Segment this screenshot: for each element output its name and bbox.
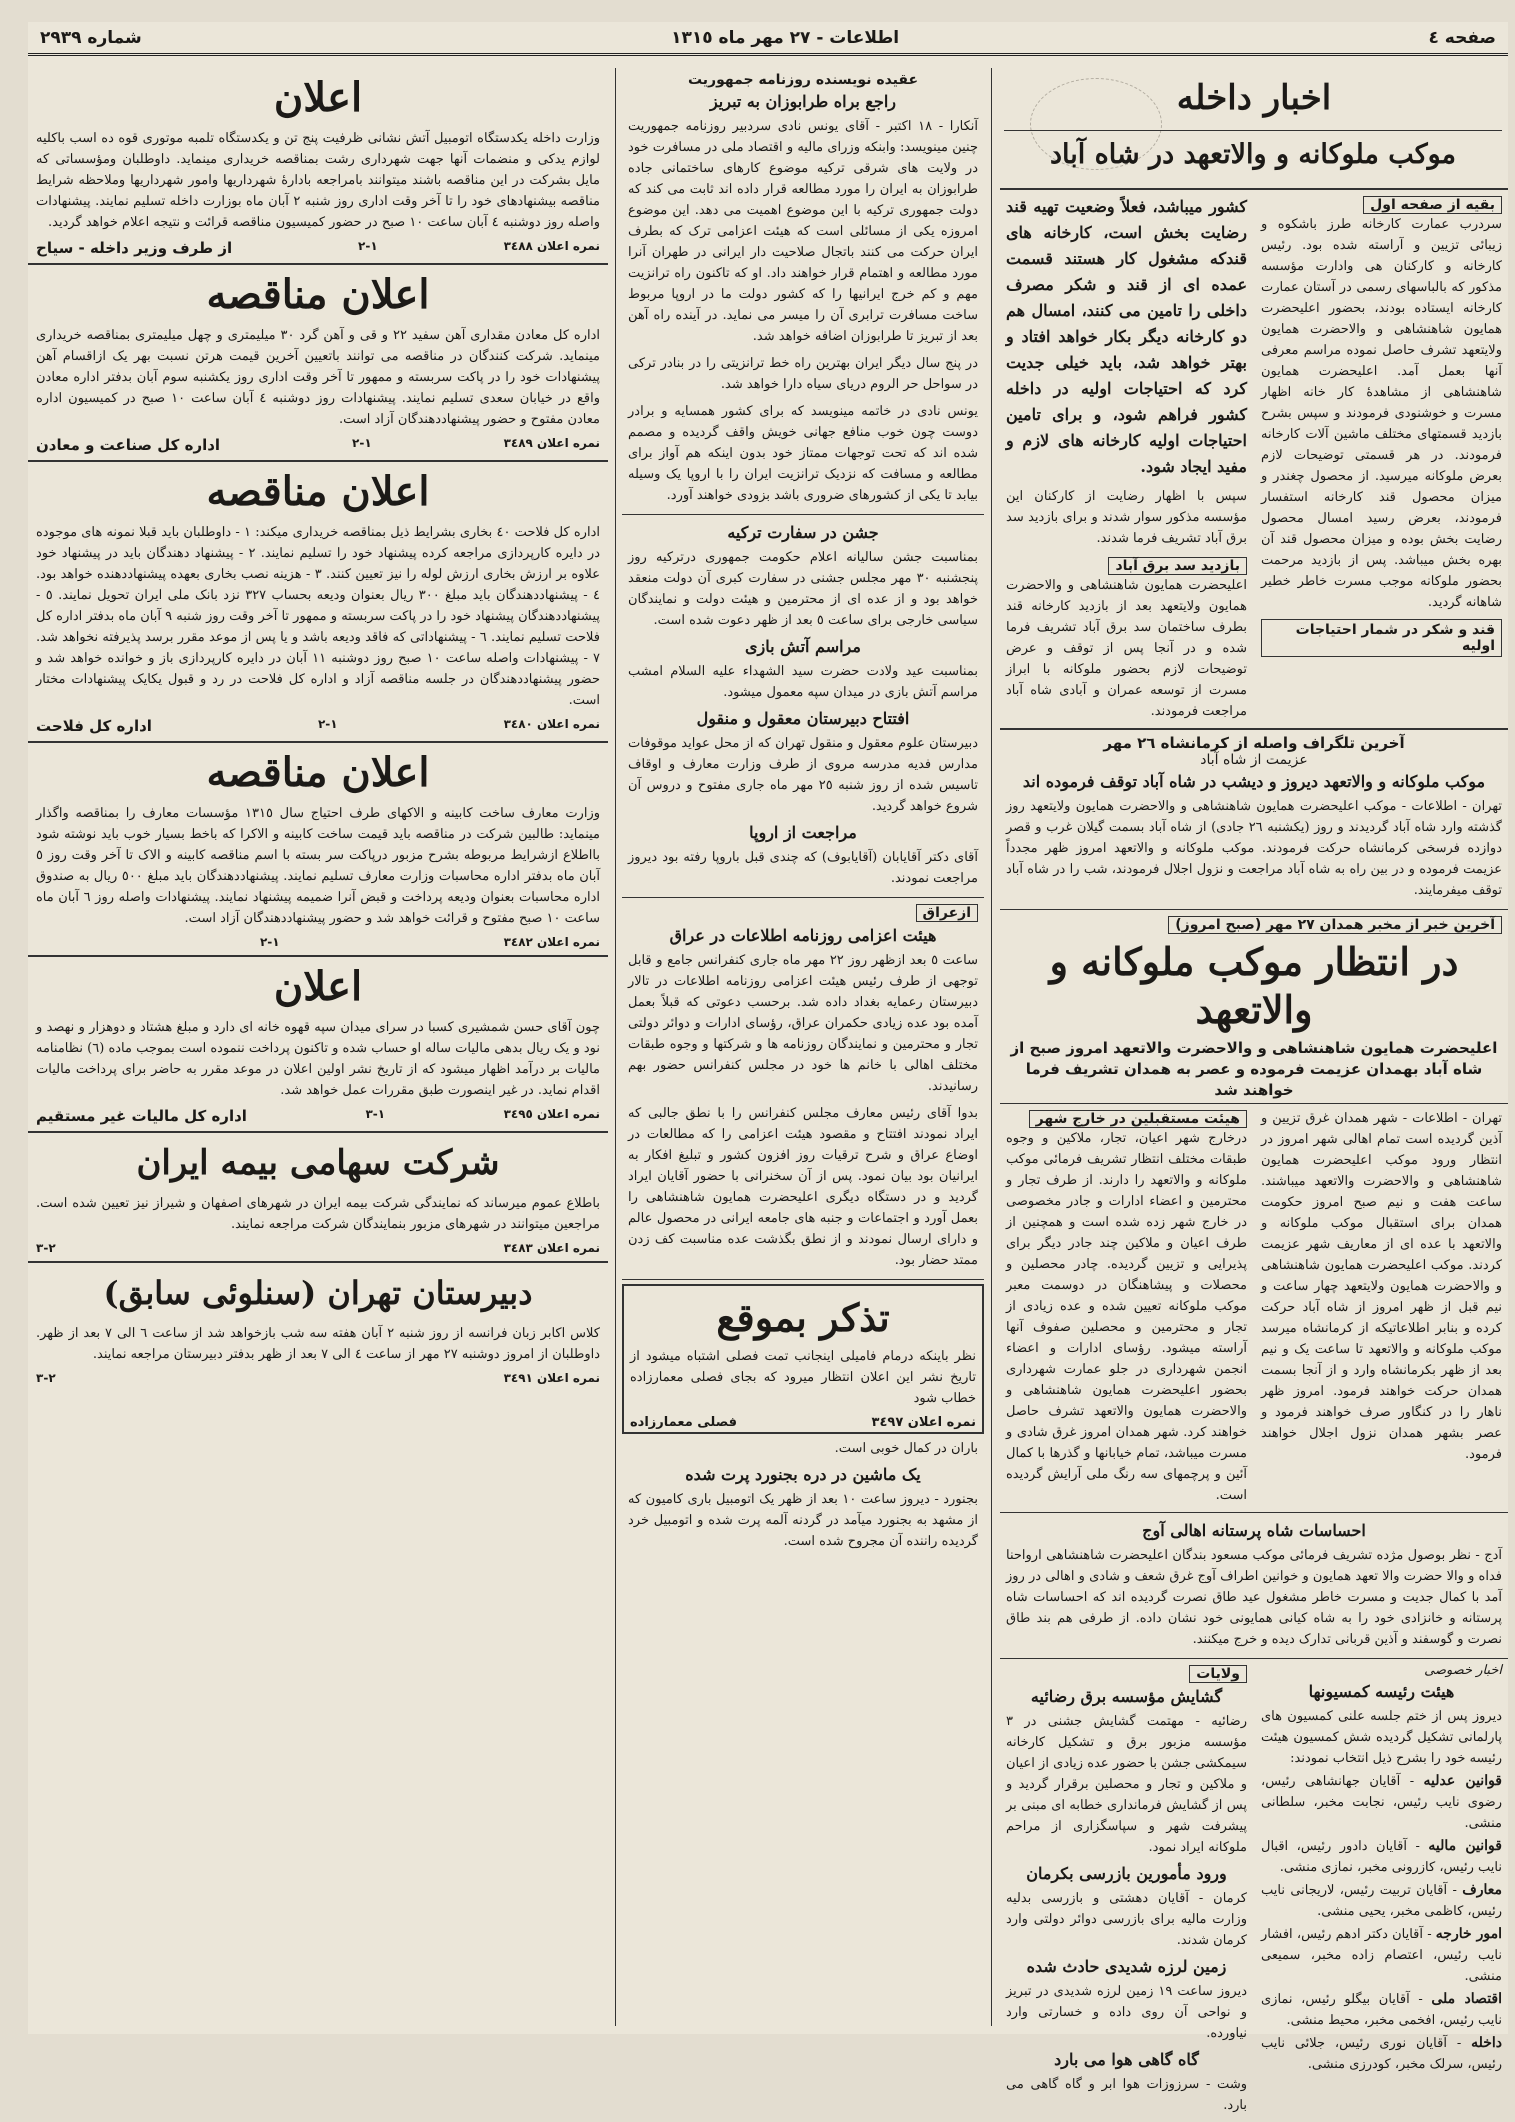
commission-entry: اقتصاد ملی - آقایان بیگلو رئیس، نمازی نایب رئیس، افخمی مخبر، محیط منشی.: [1261, 1991, 1503, 2028]
ad-title: اعلان: [273, 963, 363, 1010]
ad-block: [28, 957, 608, 1133]
provinces-sub2: ورود مأمورین بازرسی بکرمان: [1026, 1864, 1227, 1883]
label-iraq: ازعراق: [916, 904, 978, 922]
special-label: اخبار خصوصی: [1424, 1663, 1502, 1678]
ad-number: نمره اعلان ٣٤٩٥: [503, 1107, 600, 1121]
commission-name: داخله: [1471, 2035, 1502, 2051]
sub-dam-visit: بازدید سد برق آباد: [1108, 557, 1247, 575]
ad-title: اعلان مناقصه: [206, 271, 430, 318]
provinces-story2: کرمان - آقایان دهشتی و بازرسی بدلیه وزارت مالیه برای بازرسی دوائر دولتی وارد کرمان شدند.: [1006, 1891, 1247, 1948]
private-news: [1261, 1663, 1502, 2122]
commission-name: امور خارجه: [1435, 1926, 1502, 1942]
ads-list: [28, 68, 608, 1133]
welcome-box: هیئت مستقبلین در خارج شهر: [1029, 1110, 1247, 1128]
story-iraq: ساعت ٥ بعد ازظهر روز ٢٢ مهر ماه جاری کنفرانس جامع و قابل توجهی از طرف رئیس هیئت اعزامی روزنامه اطلاعات در تالار دبیرستان رعمایه بغداد داده شد. برحسب دعوتی که قبلاً بعمل آمده بود عده زیادی حکمران عراق، رؤسای ادارات و دوائر دولتی تجار و محترمین و نمایندگان روزنامه ها و شرکتها و وجوه طبقات مختلف اهالی با خانم ها خود در مجلس کنفرانس حضور بهم رسانیدند.: [628, 953, 978, 1094]
page-header: [28, 22, 1508, 56]
provinces-label: ولایات: [1189, 1665, 1247, 1683]
story-turkish-embassy: بمناسبت جشن سالیانه اعلام حکومت جمهوری درترکیه روز پنجشنبه ٣٠ مهر مجلس جشنی در سفارت کبری آن دولت منعقد خواهد بود و از عده ای از محترمین و هیئت دولت و نمایندگان سیاسی خارجی برای ساعت ٥ بعد از ظهر دعوت شده است.: [628, 550, 978, 628]
misc-story: بجنورد - دیروز ساعت ١٠ بعد از ظهر یک اتومبیل باری کامیون که از مشهد به بجنورد میآمد در گردنه آلمه پرت شده و اتومبیل خرد گردیده راننده آن مجروح شده است.: [628, 1492, 978, 1549]
ad-number: نمره اعلان ٣٤٨٠: [503, 717, 600, 731]
commission-members: آقایان دادور رئیس، اقبال نایب رئیس، کازرونی مخبر، نمازی منشی.: [1261, 1839, 1502, 1875]
sub-iraq: هیئت اعزامی روزنامه اطلاعات در عراق: [669, 926, 937, 945]
commission-entry: امور خارجه - آقایان دکتر ادهم رئیس، افشار نایب رئیس، اعتصام زاده مخبر، سمیعی منشی.: [1261, 1926, 1502, 1984]
issue-date: اطلاعات - ٢٧ مهر ماه ١٣١٥: [671, 27, 900, 48]
sub-fireworks: مراسم آتش بازی: [745, 637, 861, 656]
ad-body: چون آقای حسن شمشیری کسبا در سرای میدان سپه قهوه خانه ای دارد و مبلغ هشتاد و دوهزار و نهصد و نود و یک ریال بدهی مالیات ساله او حساب شده و تاکنون پرداخت ننموده است بموجب ماده (٦) نظامنامه مالیات بر درآمد اظهار میشود که از تاریخ نشر اولین اعلان در موعد مقرر به حاضر برای پرداخت مالیات اقدام نماید. در غیر اینصورت طبق مقررات عمل خواهد شد.: [36, 1020, 600, 1098]
tazakor-body: نظر باینکه درمام فامیلی اینجانب تمت فصلی اشتباه میشود از تاریخ نشر این اعلان انتظار میرود که بجای فصلی معمارزاده خطاب شود: [630, 1349, 976, 1406]
awj-title: احساسات شاه پرستانه اهالی آوج: [1142, 1521, 1366, 1540]
ad-title: اعلان مناقصه: [206, 749, 430, 796]
commission-members: آقایان دکتر ادهم رئیس، افشار نایب رئیس، اعتصام زاده مخبر، سمیعی منشی.: [1261, 1927, 1502, 1984]
ad-block: [28, 743, 608, 957]
ad-body: اداره کل فلاحت ٤٠ بخاری بشرایط ذیل بمناقصه خریداری میکند: ١ - داوطلبان باید قبلا نمونه های موجوده در دایره کارپردازی مراجعه کرده پیشنهاد خود را تسلیم نمایند. ٢ - پیشنهاد دهندگان باید در پیشنهاد خود علاوه بر ارزش بخاری ارزش لوله را نیز تعیین کنند. ٣ - هزینه نصب بخاری بعهده پیشنهاددهنده خواهد بود. ٤ - پیشنهاددهندگان باید مبلغ ٣٠٠ ریال بعنوان ودیعه بحساب ٣٢٧ نزد بانک ملی ایران تحویل نمایند. ٥ - پیشنهاددهندگان پیشنهاد خود را در پاکت سربسته و ممهور تا آخر وقت روز شنبه ٩ آبان ماه بدفتر اداره کل فلاحت تسلیم نمایند. ٦ - پیشنهاداتی که فاقد ودیعه باشد و یا پس از موعد مقرر برسد پذیرفته نخواهد شد. ٧ - پیشنهادات واصله ساعت ١٠ صبح روز دوشنبه ١١ آبان در دایره کارپردازی باز و خوانده خواهد شد و حضور پیشنهاددهندگان در جلسه مناقصه آزاد و اداره کل فلاحت در رد و قبول یکایک پیشنهادات مختار است.: [36, 525, 600, 708]
story-iraq2: بدوا آقای رئیس معارف مجلس کنفرانس را با نطق جالبی که ایراد نمودند افتتاح و مقصود هیئت اعزامی را که مطالعات در اوضاع عراق و شرح ترقیات روز افزون کشور و تبلیغ افکار به ایرانیان بود بیان نمود. پس از آن سخنرانی با حضور آقایان ایراد گردید و در دستگاه دیگری اعلیحضرت همایون شاهنشاهی را بعمل آورد و اجتماعات و جنبه های جامعه ایرانی در محصول عالم و دارای ارسال نمودند و از نطق بگذشت عده مناسبت کف زدن ممتد حضار بود.: [628, 1106, 978, 1268]
masthead-banner: [1000, 68, 1508, 190]
mid-title1: عقیده نویسنده روزنامه جمهوریت: [687, 72, 919, 88]
ad-signature: اداره کل صناعت و معادن: [36, 436, 221, 454]
provinces-head: گشایش مؤسسه برق رضائیه: [1030, 1687, 1223, 1706]
insurance-date: ٢-٣: [36, 1241, 56, 1255]
sub-return-europe: مراجعت از اروپا: [749, 823, 857, 842]
lead-box: کشور میباشد، فعلاً وضعیت تهیه قند رضایت بخش است، کارخانه های قندکه مشغول کار هستند قسمت عمده ای از قند و شکر مصرف داخلی را تامین می کنند، امسال هم دو کارخانه دیگر بکار خواهد افتاد و بهتر خواهد شد، باید خیلی جدیت کرد که احتیاجات اولیه در داخله کشور فراهم شود، و برای تامین احتیاجات اولیه کارخانه های لازم و مفید ایجاد شود.: [1006, 197, 1247, 476]
commission-entry: داخله - آقایان نوری رئیس، جلائی نایب رئیس، سرلک مخبر، کودرزی منشی.: [1261, 2035, 1502, 2072]
school-number: نمره اعلان ٣٤٩١: [503, 1371, 600, 1385]
tazakor-signature: فصلی معمارزاده: [630, 1415, 738, 1430]
insurance-title: شرکت سهامی بیمه ایران: [136, 1143, 500, 1183]
ad-title: اعلان مناقصه: [206, 468, 430, 515]
latest-label: آخرین خبر از مخبر همدان ٢٧ مهر (صبح امروز): [1168, 916, 1502, 934]
commission-name: اقتصاد ملی: [1431, 1991, 1503, 2007]
insurance-body: باطلاع عموم میرساند که نمایندگی شرکت بیمه ایران در شهرهای اصفهان و شیراز نیز تعیین شده است. مراجعین میتوانند در شهرهای مزبور بنمایندگان شرکت مراجعه نمایند.: [36, 1196, 600, 1232]
middle-news-column: [622, 68, 984, 2034]
ad-block: [28, 265, 608, 462]
main-headline: موکب ملوکانه و والاتعهد در شاه آباد: [1004, 130, 1502, 179]
ad-body: وزارت داخله یکدستگاه اتومبیل آتش نشانی ظرفیت پنج تن و یکدستگاه تلمبه موتوری قوه ده اسب باکلیه لوازم یدکی و منضمات آنها جهت شهرداری رشت بمناقصه خریداری مینماید. داوطلبان ومؤسساتی که مایل بشرکت در این مناقصه باشند میتوانند بامراجعه بادارهٔ شهرداریها وامور شهرداریها وملاحظه شرایط مناقصه بیشنهادهای خود را تا آخر وقت اداری روز شنبه ٢ آبان ماه بوزارت داخله تسلیم نمایند. پیشنهادات واصله روز دوشنبه ٤ آبان ساعت ١٠ صبح در حضور کمیسیون مناقصه قرائت و نتیجه اعلام خواهد گردید.: [36, 131, 600, 230]
telegram-story: تهران - اطلاعات - موکب اعلیحضرت همایون شاهنشاهی و والاحضرت همایون ولایتعهد روز گذشته وارد شاه آباد گردیدند و روز (یکشنبه ٢٦ جادی) از شاه آباد بسمت گیلان غرب و قصر دوازده فرسخی کرمانشاه حرکت فرمودند. موکب ملوکانه و والاتعهد امروز ظهر مجدداً عزیمت فرموده و در بین راه به شاه آباد مراجعت و نزول اجلال فرمودند، شب را در شاه آباد توقف میفرمایند.: [1006, 799, 1502, 898]
commission-name: معارف: [1462, 1882, 1502, 1898]
commission-members: آقایان نوری رئیس، جلائی نایب رئیس، سرلک مخبر، کودرزی منشی.: [1261, 2036, 1502, 2072]
tazakor-number: نمره اعلان ٣٤٩٧: [871, 1415, 976, 1430]
box-title: [1261, 619, 1502, 657]
awj-story: آدج - نظر بوصول مژده تشریف فرمائی موکب مسعود بندگان اعلیحضرت شاهنشاهی ارواحنا فداه و والا حضرت والا تعهد همایون و خوانین اطراف آوج غرق شعف و شادی و اهالی در روز آمد با کمال جدیت و مسرت خاطر مشغول عید طاق نصرت گردیده اند که احساسات شاه پرستانه و خانزادی خود را به شاه کیانی همایونی خود نشان داده. از طرفی هم بند طاق نصرت و گوسفند و آذین قربانی تدارک دیده و خرج میکنند.: [1006, 1548, 1502, 1647]
column-rule: [991, 68, 992, 2026]
latest-headline: در انتظار موکب ملوکانه و والاتعهد: [1049, 939, 1459, 1032]
ministers-title: هیئت رئیسه کمسیونها: [1308, 1682, 1455, 1701]
tazakor-title: تذکر بموقع: [716, 1295, 890, 1340]
provinces-sub4: گاه گاهی هوا می بارد: [1054, 2050, 1199, 2069]
sub-turkish-embassy: جشن در سفارت ترکیه: [727, 523, 879, 542]
story-factory-end: سپس با اظهار رضایت از کارکنان این مؤسسه مذکور سوار شدند و برای بازدید سد برق آباد تشریف فرما شدند.: [1006, 489, 1247, 546]
ad-date: ١-٢: [259, 935, 280, 949]
ad-body: اداره کل معادن مقداری آهن سفید ٢٢ و قی و آهن گرد ٣٠ میلیمتری و چهل میلیمتری بمناقصه خریداری مینماید. شرکت کنندگان در مناقصه می توانند باتعیین آخرین قیمت هرتن نسبت بهر یک ازاقسام آهن پیشنهادات خود را در پاکت سربسته و ممهور تا آخر وقت اداری روز یکشنبه سوم آبان بدفتر اداره معادن واقع در خیابان سعدی تسلیم نمایند. پیشنهادات روز دوشنبه ٤ آبان ساعت ١٠ صبح در کمیسیون اداره معادن مفتوح و حضور پیشنهاددهندگان آزاد است.: [36, 328, 601, 427]
insurance-number: نمره اعلان ٣٤٨٣: [503, 1241, 600, 1255]
provinces-story: رضائیه - مهتمت گشایش جشنی در ٣ مؤسسه مزبور برق و تشکیل کارخانه سیمکشی جشن با حضور عده زیادی از اعیان و ملاکین و تجار و محصلین برقرار گردید و پس از گشایش فرمانداری خطابه ای مبنی بر پیشرفت شهر و سپاسگزاری از مراحم ملوکانه ایراد نمود.: [1006, 1714, 1247, 1855]
ad-number: نمره اعلان ٣٤٨٩: [503, 436, 600, 450]
ad-signature: اداره کل مالیات غیر مستقیم: [36, 1107, 247, 1125]
latest-sub: اعلیحضرت همایون شاهنشاهی و والاحضرت والاتعهد امروز صبح از شاه آباد بهمدان عزیمت فرموده و عصر به همدان تشریف فرما خواهند شد: [1010, 1039, 1498, 1099]
newspaper-page: [28, 22, 1508, 2113]
commission-members: آقایان بیگلو رئیس، نمازی نایب رئیس، افخمی مخبر، محیط منشی.: [1261, 1992, 1502, 2028]
commission-entry: قوانین عدلیه - آقایان جهانشاهی رئیس، رضوی نایب رئیس، نجابت مخبر، سلطانی منشی.: [1261, 1773, 1503, 1831]
ad-block: [28, 68, 608, 265]
ministers-list: [1261, 1771, 1502, 2075]
mid-story1c: یونس نادی در خاتمه مینویسد که برای کشور همسایه و برادر دوست چون خوب منافع جهانی خویش واقف گردیده و مصمم شده اند که تحت توجهات ممتاز خود بدون اینکه هم آواز برای مطالعه و مسافت که نزدیک ترانزیت ایران را با اروپا یک وسیله بیابد تا یکی از کشورهای ضروری باشد بزودی خواهند آورد.: [628, 404, 978, 503]
school-ad: [28, 1263, 608, 1391]
school-body: کلاس اکابر زبان فرانسه از روز شنبه ٢ آبان هفته سه شب بازخواهد شد از ساعت ٦ الی ٧ بعد از ظهر. داوطلبان از امروز دوشنبه ٢٧ مهر از ساعت ٤ الی ٧ بعد از ظهر بدفتر دبیرستان مراجعه نمایند.: [36, 1326, 600, 1362]
commission-name: قوانین مالیه: [1428, 1838, 1502, 1854]
story-fireworks: بمناسبت عید ولادت حضرت سید الشهداء علیه السلام امشب مراسم آتش بازی در میدان سپه معمول میشود.: [628, 664, 978, 700]
latest-story: تهران - اطلاعات - شهر همدان غرق تزیین و آذین گردیده است تمام اهالی شهر امروز در انتظار ورود موکب اعلیحضرت همایون شاهنشاهی و والاحضرت والاتعهد میباشند. ساعت هفت و نیم صبح امروز حکومت همدان برای استقبال موکب ملوکانه و والاتعهد با عده ای از معاریف شهر عزیمت کردند. موکب اعلیحضرت همایون شاهنشاهی و والاحضرت همایون ولایتعهد چهار ساعت و نیم قبل از ظهر امروز از شاه آباد حرکت کرده و بنابر اطلاعاتیکه از کرمانشاه میرسد موکب ملوکانه و والاتعهد تا ساعت یک و نیم بعد از ظهر بکرمانشاه وارد و از آنجا بسمت همدان حرکت خواهند فرمود. امروز ظهر ناهار را در کنگاور صرف خواهند فرمود و عصر بشهر همدان نزول اجلال خواهند فرمود.: [1261, 1111, 1502, 1462]
section-masthead: اخبار داخله: [1176, 78, 1332, 118]
ad-date: ١-٢: [317, 717, 338, 731]
page-number: صفحه ٤: [1428, 27, 1496, 48]
provinces-sub3: زمین لرزه شدیدی حادث شده: [1026, 1957, 1227, 1976]
ad-number: نمره اعلان ٣٤٨٢: [503, 935, 600, 949]
telegram-headline: موکب ملوکانه و والاتعهد دیروز و دیشب در شاه آباد توقف فرموده اند: [1022, 772, 1486, 791]
ad-signature: از طرف وزیر داخله - سیاح: [36, 239, 233, 257]
ad-body: وزارت معارف ساخت کابینه و الاکهای طرف احتیاج سال ١٣١٥ مؤسسات معارف را بمناقصه واگذار مینماید: طالبین شرکت در مناقصه باید قیمت ساخت کابینه و الاکرا که باخط بسیار خوب باید نوشته شود بااطلاع ازشرایط مربوطه بشرح مزبور درپاکت سر بسته با اسم مناقصه کابینه و الاک تا آخر وقت روز ٥ آبان ماه بدفتر اداره محاسبات وزارت معارف تسلیم نمایند. پیشنهاددهندگان باید مبلغ ٥٠٠ ریال به صندوق اداره محاسبات بعنوان ودیعه پرداخت و قبض آنرا ضمیمه پیشنهاد نمایند. پیشنهادات واصله روز ٦ آبان ماه ساعت ١٠ صبح مفتوح و قرائت خواهد شد و حضور پیشنهاددهندگان آزاد است.: [36, 806, 600, 926]
story-dam: اعلیحضرت همایون شاهنشاهی و والاحضرت همایون ولایتعهد بعد از بازدید کارخانه قند بطرف ساختمان سد برق آباد تشریف فرما شده و در آنجا پس از توقف و عرض توضیحات لازم بحضور ملوکانه با ابراز مسرت از توسعه عمران و آبادی شاه آباد مراجعت فرمودند.: [1006, 578, 1247, 719]
mid-story1: آنکارا - ١٨ اکتبر - آقای یونس نادی سردبیر روزنامه جمهوریت چنین مینویسد: وابنکه وزرای مالیه و اقتصاد ملی در مسافرت خود در ولایت های شرقی ترکیه موضوع کارهای ساختمانی جاده طرابوزان به ایران را مورد مطالعه قرار داده اند ثابت می کند که دولت جمهوری ترکیه با این موضوع اهمیت می دهد. این موضوع امروزه یکی از مسائلی است که هیئت اعزامی ترک که بطرف ایران حرکت می کنند باتجال صلاحیت دار ایرانی در طهران آنرا مورد مطالعه و اهتمام قرار خواهند داد. او که تاکنون راه ترانزیت مهم و کم خرج ایرانیها را که کشور دولت ما در اروپا مربوط ساخت مسافرت ترابری آن را میسر می نماید. در آینده راه آهن بعد از تبریز تا طرابوزان اضافه خواهد شد.: [628, 119, 979, 344]
ad-signature: اداره کل فلاحت: [36, 717, 152, 735]
welcome-story: درخارج شهر اعیان، تجار، ملاکین و وجوه طبقات مختلف انتظار تشریف فرمائی موکب ملوکانه و والاتعهد را دارند. از طرف تجار و محترمین و اعضاء ادارات و جادر مخصوصی در خارج شهر زده شده است و همچنین از طرف اعیان و ملاکین چند جادر دیگر برای پذیرایی و تزیین گردیده. چادر محصلین و محصلات و پیشاهنگان در دوسمت معبر موکب ملوکانه تعیین شده و عده زیادی از تجار و محترمین و محصلین صفوف آنها آراسته میشود. رؤسای ادارات و اعضاء انجمن شهرداری در جلو عمارت شهرداری بحضور اعلیحضرت همایون شاهنشاهی و والاحضرت همایون والاتعهد تشرف حاصل خواهند کرد. شهر همدان امروز غرق شادی و مسرت میباشد، تمام خیابانها و گذرها با کمال آئین و پرچمهای سه رنگ ملی آرایش گردیده است.: [1006, 1131, 1247, 1503]
ad-number: نمره اعلان ٣٤٨٨: [503, 239, 600, 253]
provinces-story3: دیروز ساعت ١٩ زمین لرزه شدیدی در تبریز و نواحی آن روی داده و خسارتی وارد نیاورده.: [1006, 1984, 1247, 2041]
commission-members: آقایان جهانشاهی رئیس، رضوی نایب رئیس، نجابت مخبر، سلطانی منشی.: [1261, 1774, 1502, 1831]
story-return-europe: آقای دکتر آقایابان (آقایابوف) که چندی قبل باروپا رفته بود دیروز مراجعت نمودند.: [628, 850, 978, 886]
mid-title2: راجع براه طرابوزان به تبریز: [709, 92, 897, 111]
school-date: ٢-٣: [36, 1371, 56, 1385]
misc-headline: یک ماشین در دره بجنورد پرت شده: [685, 1465, 921, 1484]
story-school-opening: دبیرستان علوم معقول و منقول تهران که از محل عواید موقوفات مدارس فدیه مدرسه مروی از طرف وزارت معارف و اوقاف تاسیس شده از روز شنبه ٢٥ مهر ماه جاری مفتوح و دروس آن شروع خواهد گردید.: [628, 736, 978, 814]
ad-date: ١-٢: [358, 239, 378, 253]
provinces-story4: وشت - سرزوزات هوا ابر و گاه گاهی می بارد.: [1006, 2077, 1247, 2113]
ad-date: ١-٣: [365, 1107, 386, 1121]
school-title: دبیرستان تهران (سنلوئی سابق): [103, 1274, 533, 1312]
commission-entry: معارف - آقایان تربیت رئیس، لاریجانی نایب رئیس، کاظمی مخبر، یحیی منشی.: [1261, 1882, 1502, 1919]
story-factory: سردرب عمارت کارخانه طرز باشکوه و زیبائی تزیین و آراسته شده بود. رئیس کارخانه و کارکنان هی وادارت مؤسسه مذکور که بالباسهای رسمی در آستان عمارت کارخانه ایستاده بودند، بحضور اعلیحضرت همایون شاهنشاهی و والاحضرت همایون ولایتعهد تشرف حاصل نموده مراسم معرفی آنها بعمل آمد. اعلیحضرت همایون شاهنشاهی از مشاهدهٔ کار خانه اظهار مسرت و خوشنودی فرمودند و سپس بشرح بازدید قسمتهای مختلف ماشین آلات کارخانه فرمودند. در هر قسمتی توضیحات لازم بعرض ملوکانه میرسید. از محصول چغندر و میزان محصول قند کارخانه استفسار فرمودند، بعرض رسید امسال محصول رضایت بخش بوده و میزان محصول قند آن بهره بخش میباشد. پس از بازدید مرحمت بحضور ملوکانه موجب مسرت خاطر خطیر شاهانه گردید.: [1261, 217, 1502, 610]
misc-note: باران در کمال خوبی است.: [834, 1441, 978, 1456]
ad-date: ١-٢: [352, 436, 372, 450]
advertisements-column: [28, 68, 608, 2034]
commission-members: آقایان تربیت رئیس، لاریجانی نایب رئیس، کاظمی مخبر، یحیی منشی.: [1261, 1883, 1502, 1919]
box-title-text: قند و شکر در شمار احتیاجات اولیه: [1295, 622, 1495, 654]
commission-name: قوانین عدلیه: [1423, 1773, 1503, 1789]
insurance-ad: [28, 1133, 608, 1263]
telegram-sub: عزیمت از شاه آباد: [1200, 752, 1308, 768]
continued-label: بقیه از صفحه اول: [1363, 196, 1502, 214]
commission-entry: قوانین مالیه - آقایان دادور رئیس، اقبال نایب رئیس، کازرونی مخبر، نمازی منشی.: [1261, 1838, 1502, 1875]
column-rule: [615, 68, 616, 2026]
ad-block: [28, 462, 608, 743]
ministers-intro: دیروز پس از ختم جلسه علنی کمسیون های پارلمانی تشکیل گردیده شش کمسیون هیئت رئیسه خود را بشرح ذیل انتخاب نمودند:: [1261, 1709, 1502, 1766]
ad-title: اعلان: [273, 74, 363, 121]
issue-number: شماره ٢٩٣٩: [40, 27, 142, 48]
mid-story1b: در پنج سال دیگر ایران بهترین راه خط ترانزیتی را در بنادر ترکی در سواحل حر الروم دریای سیاه دارا خواهد شد.: [628, 356, 978, 392]
sub-school-opening: افتتاح دبیرستان معقول و منقول: [696, 709, 910, 728]
domestic-news-column: [1000, 68, 1508, 2113]
telegram-title: آخرین تلگراف واصله از کرمانشاه ٢٦ مهر: [1103, 734, 1405, 752]
